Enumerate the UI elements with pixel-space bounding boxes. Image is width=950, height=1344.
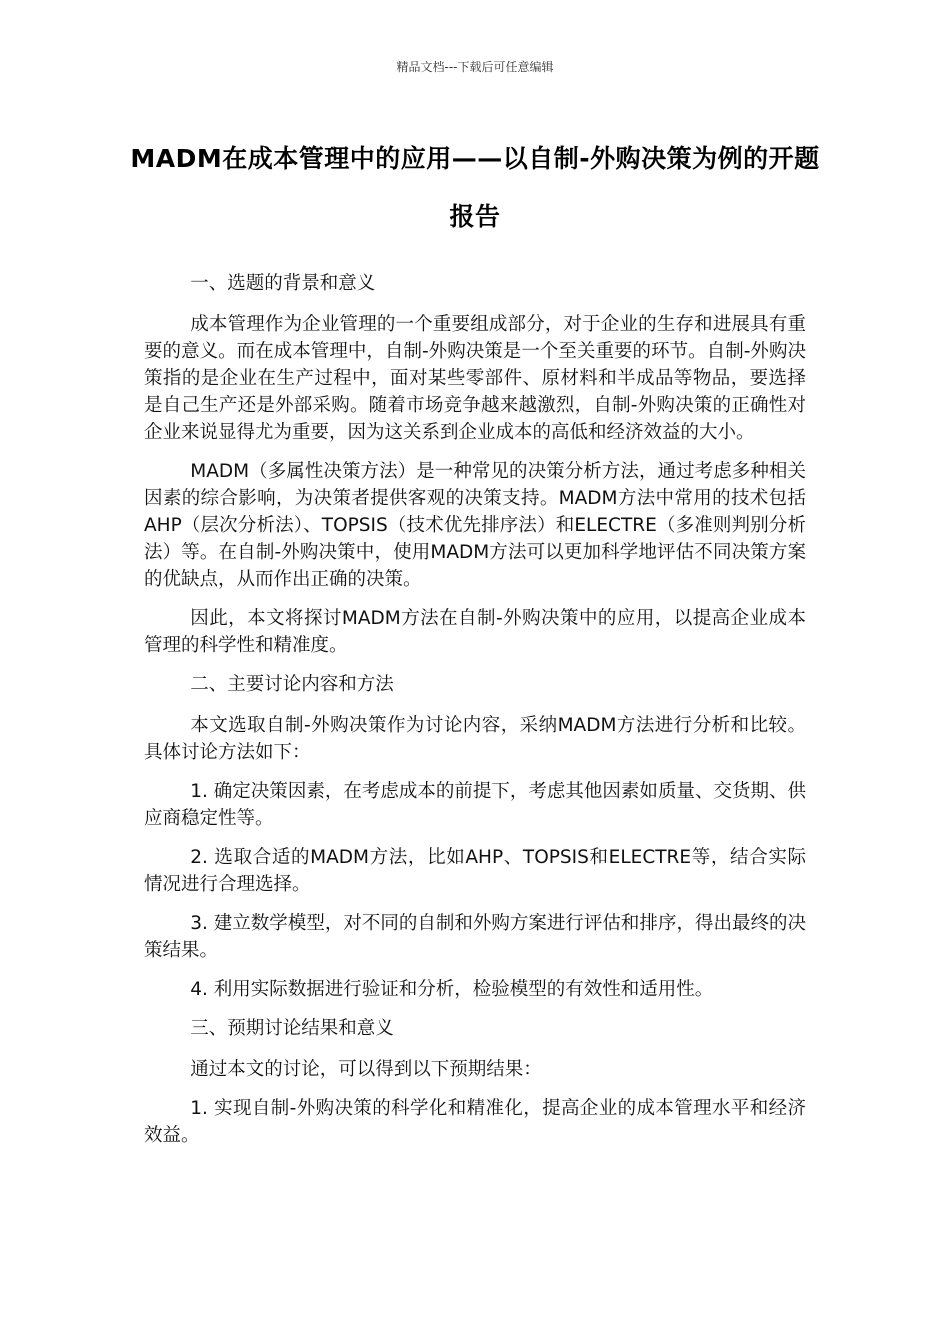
section-2-heading: 二、主要讨论内容和方法 <box>190 674 394 695</box>
section-1-paragraph-1: 成本管理作为企业管理的一个重要组成部分，对于企业的生存和进展具有重要的意义。而在成本管理中，自制-外购决策是一个至关重要的环节。自制-外购决策指的是企业在生产过程中，面对某些零部件、原材料和半成品等物品，要选择是自己生产还是外部采购。随着市场竞争越来越激烈，自制-外购决策的正确性对企业来说显得尤为重要，因为这关系到企业成本的高低和经济效益的大小。 <box>144 314 806 443</box>
section-2-paragraph-1: 本文选取自制-外购决策作为讨论内容，采纳MADM方法进行分析和比较。具体讨论方法如下： <box>144 715 806 763</box>
section-2-list-item-3: 3. 建立数学模型，对不同的自制和外购方案进行评估和排序，得出最终的决策结果。 <box>144 913 806 961</box>
section-3-list-item-1: 1. 实现自制-外购决策的科学化和精准化，提高企业的成本管理水平和经济效益。 <box>144 1098 806 1146</box>
document-body <box>144 270 806 1161</box>
header-note: 精品文档---下载后可任意编辑 <box>396 60 554 74</box>
section-2-list-item-1: 1. 确定决策因素，在考虑成本的前提下，考虑其他因素如质量、交货期、供应商稳定性等。 <box>144 781 806 829</box>
section-2-list-item-4: 4. 利用实际数据进行验证和分析，检验模型的有效性和适用性。 <box>190 979 714 1000</box>
section-3-heading: 三、预期讨论结果和意义 <box>190 1018 394 1039</box>
section-3-paragraph-1: 通过本文的讨论，可以得到以下预期结果： <box>190 1059 542 1080</box>
document-title: MADM在成本管理中的应用——以自制-外购决策为例的开题报告 <box>130 144 820 231</box>
section-1-paragraph-2: MADM（多属性决策方法）是一种常见的决策分析方法，通过考虑多种相关因素的综合影响，为决策者提供客观的决策支持。MADM方法中常用的技术包括AHP（层次分析法）、TOPSIS（技术优先排序法）和ELECTRE（多准则判别分析法）等。在自制-外购决策中，使用MADM方法可以更加科学地评估不同决策方案的优缺点，从而作出正确的决策。 <box>144 461 806 590</box>
section-1-paragraph-3: 因此，本文将探讨MADM方法在自制-外购决策中的应用，以提高企业成本管理的科学性和精准度。 <box>144 608 806 656</box>
section-1-heading: 一、选题的背景和意义 <box>190 273 376 294</box>
section-2-list-item-2: 2. 选取合适的MADM方法，比如AHP、TOPSIS和ELECTRE等，结合实际情况进行合理选择。 <box>144 847 806 895</box>
